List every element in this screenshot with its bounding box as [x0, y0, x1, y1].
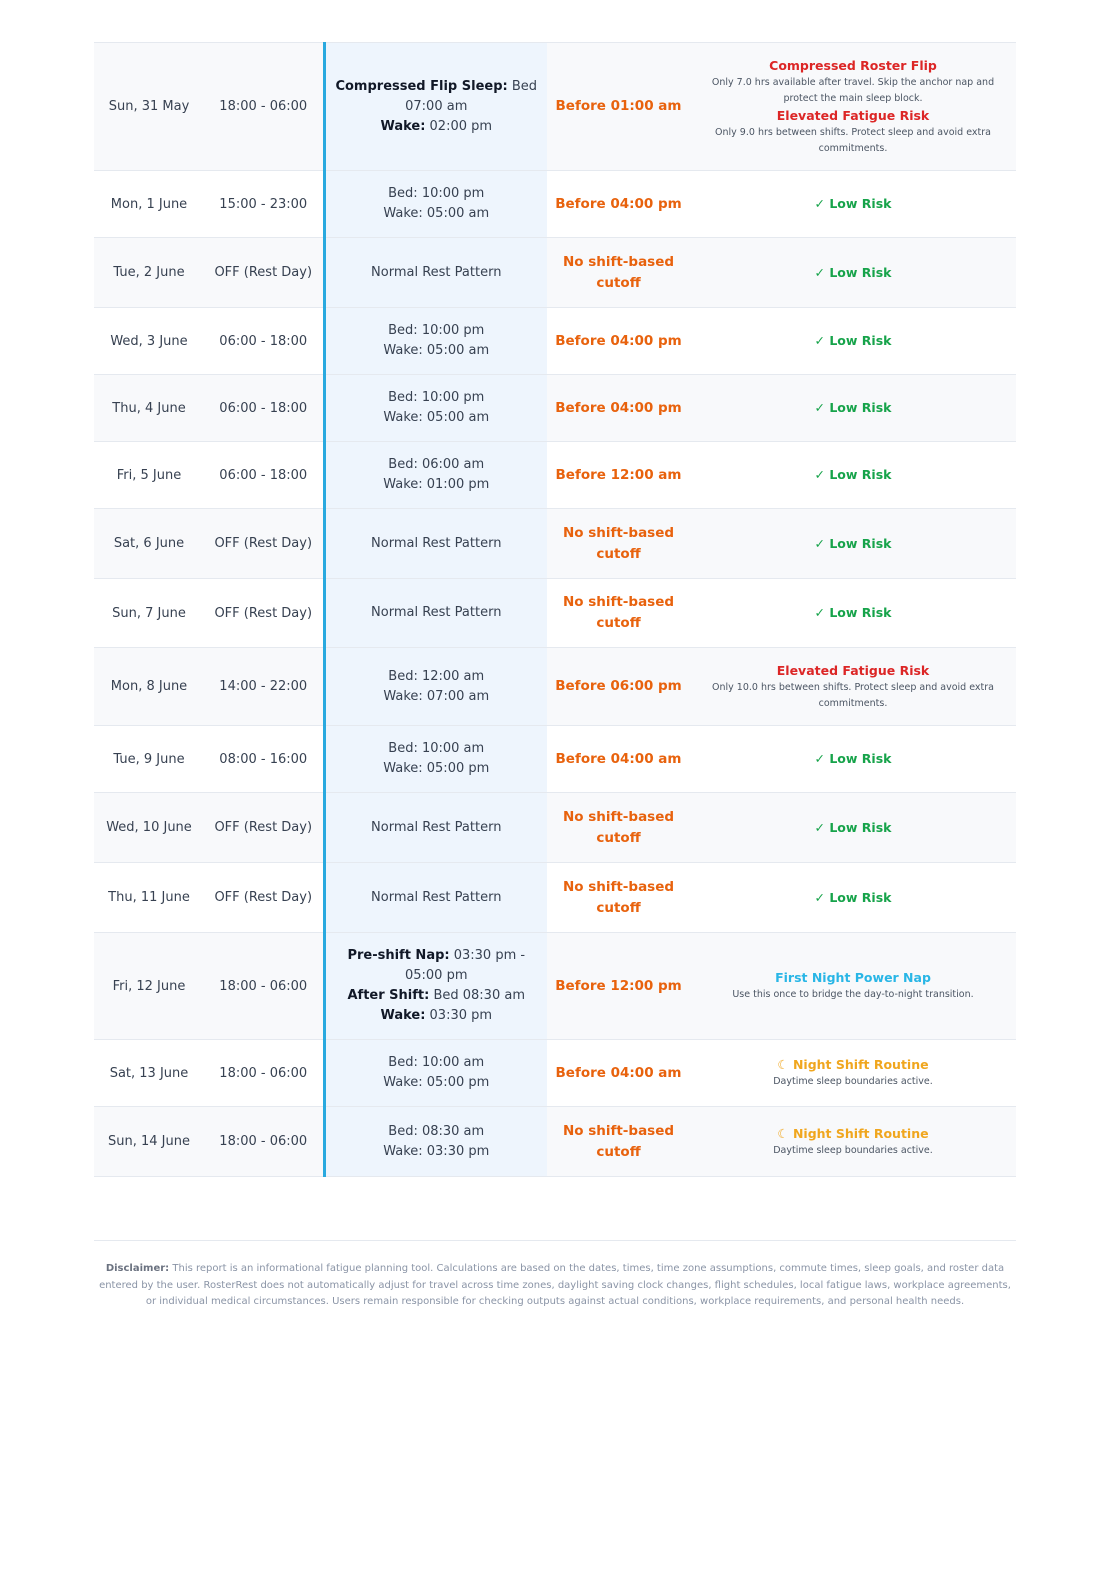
row-sleep-plan	[324, 509, 547, 579]
sleep-line-text: Normal Rest Pattern	[371, 889, 502, 905]
sleep-line	[334, 455, 540, 475]
row-risk	[690, 171, 1016, 238]
row-risk	[690, 442, 1016, 509]
sleep-line	[334, 77, 540, 117]
row-shift: 06:00 - 18:00	[204, 442, 324, 509]
risk-note: Daytime sleep boundaries active.	[773, 1144, 933, 1156]
sleep-line-label: Pre-shift Nap:	[347, 948, 450, 963]
row-shift: OFF (Rest Day)	[204, 579, 324, 648]
sleep-line	[334, 603, 540, 623]
row-caffeine-cutoff: Before 04:00 pm	[547, 171, 690, 238]
sleep-line	[334, 759, 540, 779]
row-date: Fri, 5 June	[94, 442, 204, 509]
sleep-line	[334, 1122, 540, 1142]
risk-badge: ✓ Low Risk	[814, 264, 892, 280]
sleep-line-text: Bed: 06:00 am	[388, 457, 485, 472]
sleep-line-text: Normal Rest Pattern	[371, 535, 502, 551]
risk-badge: ✓ Low Risk	[814, 400, 892, 415]
sleep-line-text: Wake: 05:00 am	[383, 206, 490, 221]
table-row	[94, 793, 1016, 863]
row-date: Wed, 3 June	[94, 308, 204, 375]
sleep-line-text: 02:00 pm	[425, 118, 493, 134]
table-row	[94, 442, 1016, 509]
row-caffeine-cutoff: No shift-based cutoff	[547, 509, 690, 579]
row-risk	[690, 793, 1016, 863]
table-row	[94, 308, 1016, 375]
row-risk	[690, 648, 1016, 726]
table-row	[94, 648, 1016, 726]
row-risk	[690, 238, 1016, 308]
sleep-line	[334, 1073, 540, 1093]
row-shift: 18:00 - 06:00	[204, 1040, 324, 1107]
disclaimer	[94, 1261, 1016, 1311]
disclaimer-label: Disclaimer:	[105, 1263, 170, 1274]
row-date: Sun, 7 June	[94, 579, 204, 648]
sleep-line-text: Bed: 10:00 am	[388, 741, 485, 756]
row-risk	[690, 863, 1016, 933]
risk-badge: ✓ Low Risk	[814, 333, 892, 348]
row-caffeine-cutoff: Before 04:00 pm	[547, 308, 690, 375]
row-caffeine-cutoff: Before 06:00 pm	[547, 648, 690, 726]
risk-badge: ✓ Low Risk	[814, 196, 892, 211]
row-risk	[690, 43, 1016, 171]
row-caffeine-cutoff: No shift-based cutoff	[547, 793, 690, 863]
sleep-line	[334, 184, 540, 204]
row-caffeine-cutoff: Before 04:00 am	[547, 1040, 690, 1107]
row-risk	[690, 509, 1016, 579]
row-shift: OFF (Rest Day)	[204, 863, 324, 933]
row-sleep-plan	[324, 308, 547, 375]
footer-divider	[94, 1240, 1016, 1241]
row-sleep-plan	[324, 579, 547, 648]
row-shift: 18:00 - 06:00	[204, 933, 324, 1040]
sleep-line-label: Wake:	[380, 118, 426, 134]
row-risk	[690, 933, 1016, 1040]
row-date: Sat, 13 June	[94, 1040, 204, 1107]
row-sleep-plan	[324, 648, 547, 726]
row-sleep-plan	[324, 238, 547, 308]
row-date: Mon, 8 June	[94, 648, 204, 726]
sleep-line	[334, 388, 540, 408]
table-row	[94, 579, 1016, 648]
table-row	[94, 933, 1016, 1040]
sleep-line	[334, 1142, 540, 1162]
row-sleep-plan	[324, 1107, 547, 1177]
row-risk	[690, 579, 1016, 648]
row-shift: 08:00 - 16:00	[204, 726, 324, 793]
sleep-line	[334, 117, 540, 137]
table-row	[94, 1107, 1016, 1177]
risk-badge: ✓ Low Risk	[814, 751, 892, 766]
row-sleep-plan	[324, 43, 547, 171]
row-date: Tue, 9 June	[94, 726, 204, 793]
risk-badge: ✓ Low Risk	[814, 535, 892, 551]
sleep-line-label: After Shift:	[347, 988, 430, 1003]
row-caffeine-cutoff: No shift-based cutoff	[547, 1107, 690, 1177]
row-shift: 15:00 - 23:00	[204, 171, 324, 238]
risk-badge: ✓ Low Risk	[814, 605, 892, 620]
sleep-line-text: Bed 08:30 am	[429, 988, 525, 1003]
row-sleep-plan	[324, 863, 547, 933]
risk-badge: Elevated Fatigue Risk	[776, 662, 930, 678]
row-caffeine-cutoff: No shift-based cutoff	[547, 579, 690, 648]
row-date: Wed, 10 June	[94, 793, 204, 863]
risk-badge: ✓ Low Risk	[814, 467, 892, 482]
row-shift: OFF (Rest Day)	[204, 509, 324, 579]
row-date: Mon, 1 June	[94, 171, 204, 238]
row-sleep-plan	[324, 442, 547, 509]
sleep-line-text: Bed: 10:00 pm	[388, 323, 485, 338]
sleep-line-text: Bed 07:00 am	[405, 78, 538, 114]
sleep-line-text: Bed: 10:00 pm	[388, 186, 485, 201]
row-risk	[690, 1040, 1016, 1107]
sleep-line	[334, 341, 540, 361]
sleep-line-text: Bed: 10:00 pm	[388, 390, 485, 405]
risk-badge: ✓ Low Risk	[814, 889, 892, 905]
row-caffeine-cutoff: Before 01:00 am	[547, 43, 690, 171]
sleep-line-text: Wake: 05:00 pm	[383, 1075, 490, 1090]
row-caffeine-cutoff: Before 04:00 pm	[547, 375, 690, 442]
risk-badge: Elevated Fatigue Risk	[776, 107, 930, 123]
row-sleep-plan	[324, 1040, 547, 1107]
sleep-line-text: 03:30 pm - 05:00 pm	[404, 948, 526, 983]
risk-note: Only 7.0 hrs available after travel. Skip the anchor nap and protect the main sleep block.	[711, 76, 995, 104]
row-sleep-plan	[324, 171, 547, 238]
sleep-line	[334, 739, 540, 759]
sleep-line-text: Wake: 05:00 pm	[383, 761, 490, 776]
row-shift: 06:00 - 18:00	[204, 375, 324, 442]
risk-note: Only 10.0 hrs between shifts. Protect sleep and avoid extra commitments.	[712, 681, 994, 709]
sleep-line	[334, 946, 540, 986]
table-row	[94, 509, 1016, 579]
risk-badge: First Night Power Nap	[775, 970, 931, 985]
row-caffeine-cutoff: No shift-based cutoff	[547, 238, 690, 308]
sleep-line-text: Bed: 08:30 am	[388, 1123, 485, 1139]
risk-badge: ☾ Night Shift Routine	[777, 1125, 929, 1141]
sleep-line-text: Wake: 01:00 pm	[383, 477, 490, 492]
risk-badge: ☾ Night Shift Routine	[777, 1057, 929, 1072]
row-date: Sun, 31 May	[94, 43, 204, 171]
sleep-line	[334, 986, 540, 1006]
sleep-line	[334, 1053, 540, 1073]
table-row	[94, 238, 1016, 308]
row-shift: 18:00 - 06:00	[204, 1107, 324, 1177]
sleep-line-text: Wake: 03:30 pm	[383, 1143, 490, 1159]
row-date: Sun, 14 June	[94, 1107, 204, 1177]
sleep-line-text: Wake: 05:00 am	[383, 343, 490, 358]
sleep-line-text: Bed: 10:00 am	[388, 1055, 485, 1070]
risk-badge: ✓ Low Risk	[814, 819, 892, 835]
sleep-line	[334, 475, 540, 495]
row-shift: 14:00 - 22:00	[204, 648, 324, 726]
table-row	[94, 43, 1016, 171]
row-caffeine-cutoff: Before 12:00 am	[547, 442, 690, 509]
roster-table-body	[94, 43, 1016, 1177]
table-row	[94, 726, 1016, 793]
sleep-line-text: Bed: 12:00 am	[388, 668, 485, 684]
sleep-line	[334, 321, 540, 341]
row-shift: 18:00 - 06:00	[204, 43, 324, 171]
sleep-line-text: Normal Rest Pattern	[371, 264, 502, 280]
sleep-line-text: 03:30 pm	[425, 1008, 493, 1023]
row-sleep-plan	[324, 726, 547, 793]
sleep-line-label: Wake:	[380, 1008, 426, 1023]
sleep-line	[334, 408, 540, 428]
risk-note: Use this once to bridge the day-to-night transition.	[732, 989, 974, 1000]
row-risk	[690, 1107, 1016, 1177]
row-sleep-plan	[324, 375, 547, 442]
row-shift: OFF (Rest Day)	[204, 238, 324, 308]
risk-badge: Compressed Roster Flip	[769, 57, 937, 73]
sleep-line	[334, 1006, 540, 1026]
sleep-line-text: Normal Rest Pattern	[371, 605, 502, 620]
row-date: Thu, 11 June	[94, 863, 204, 933]
row-sleep-plan	[324, 933, 547, 1040]
row-risk	[690, 375, 1016, 442]
roster-table	[94, 42, 1016, 1177]
risk-note: Daytime sleep boundaries active.	[773, 1076, 933, 1087]
table-row	[94, 375, 1016, 442]
row-date: Sat, 6 June	[94, 509, 204, 579]
risk-note: Only 9.0 hrs between shifts. Protect sleep and avoid extra commitments.	[715, 126, 991, 154]
sleep-line-label: Compressed Flip Sleep:	[335, 78, 508, 94]
row-risk	[690, 726, 1016, 793]
table-row	[94, 171, 1016, 238]
row-caffeine-cutoff: Before 12:00 pm	[547, 933, 690, 1040]
sleep-line	[334, 204, 540, 224]
row-caffeine-cutoff: Before 04:00 am	[547, 726, 690, 793]
row-caffeine-cutoff: No shift-based cutoff	[547, 863, 690, 933]
row-sleep-plan	[324, 793, 547, 863]
table-row	[94, 1040, 1016, 1107]
sleep-line-text: Wake: 05:00 am	[383, 410, 490, 425]
sleep-line	[334, 818, 540, 838]
sleep-line-text: Normal Rest Pattern	[371, 819, 502, 835]
row-risk	[690, 308, 1016, 375]
sleep-line-text: Wake: 07:00 am	[383, 688, 490, 704]
row-date: Fri, 12 June	[94, 933, 204, 1040]
disclaimer-text: This report is an informational fatigue planning tool. Calculations are based on the dates, times, time zone assumptions, commute times, sleep goals, and roster data entered by the user. RosterRest does not automatically adjust for travel across time zones, daylight saving clock changes, flight schedules, local fatigue laws, workplace agreements, or individual medical circumstances. Users remain responsible for checking outputs against actual conditions, workplace requirements, and personal health needs.	[99, 1263, 1011, 1307]
sleep-line	[334, 534, 540, 554]
sleep-line	[334, 667, 540, 687]
row-date: Tue, 2 June	[94, 238, 204, 308]
sleep-line	[334, 888, 540, 908]
sleep-line	[334, 263, 540, 283]
sleep-line	[334, 687, 540, 707]
table-row	[94, 863, 1016, 933]
row-shift: OFF (Rest Day)	[204, 793, 324, 863]
row-shift: 06:00 - 18:00	[204, 308, 324, 375]
row-date: Thu, 4 June	[94, 375, 204, 442]
